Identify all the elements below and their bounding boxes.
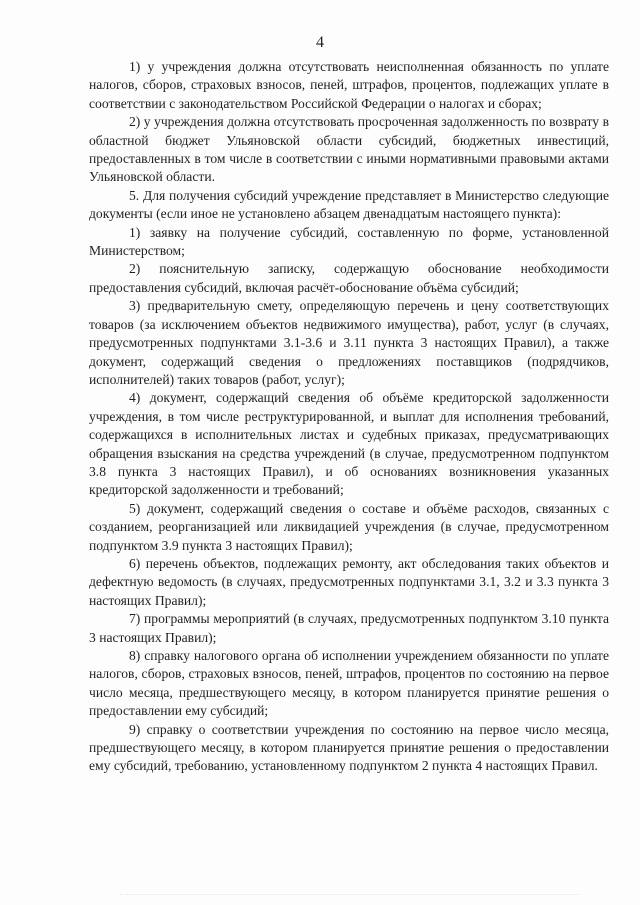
- paragraph-repair-objects: 6) перечень объектов, подлежащих ремонту, акт обследования таких объектов и дефектную ведомость (в случаях, предусмотренных подпунктами 3.1, 3.2 и 3.3 пункта 3 настоящих Правил);: [89, 555, 609, 608]
- paragraph-creditor-debt: 4) документ, содержащий сведения об объёме кредиторской задолженности учреждения, в том числе реструктурированной, и выплат для исполнения требований, содержащихся в исполнительных листах и судебных приказах, предусматривающих обращения взыскания на средства учреждений (в случае, предусмотренном подпунктом 3.8 пункта 3 настоящих Правил), и об основаниях возникновения указанных кредиторской задолженности и требований;: [89, 390, 609, 498]
- paragraph-compliance-certificate: 9) справку о соответствии учреждения по состоянию на первое число месяца, предшествующего месяцу, в котором планируется принятие решения о предоставлении ему субсидий, требованию, установленному подпунктом 2 пункта 4 настоящих Правил.: [89, 721, 609, 774]
- paragraph-tax-certificate: 8) справку налогового органа об исполнении учреждением обязанности по уплате налогов, сборов, страховых взносов, пеней, штрафов, процентов по состоянию на первое число месяца, предшествующего месяцу, в котором планируется принятие решения о предоставлении ему субсидий;: [89, 648, 609, 719]
- paragraph-documents-intro: 5. Для получения субсидий учреждение представляет в Министерство следующие документы (если иное не установлено абзацем двенадцатым настоящего пункта):: [89, 187, 609, 222]
- paragraph-no-tax-debt: 1) у учреждения должна отсутствовать неисполненная обязанность по уплате налогов, сборов, страховых взносов, пеней, штрафов, процентов, подлежащих уплате в соответствии с законодательством Российской Федерации о налогах и сборах;: [89, 59, 609, 111]
- paragraph-explanatory-note: 2) пояснительную записку, содержащую обоснование необходимости предоставления субсидий, включая расчёт-обоснование объёма субсидий;: [89, 261, 609, 295]
- page-number: 4: [316, 34, 324, 51]
- document-body: [89, 58, 609, 776]
- paragraph-reorganization-costs: 5) документ, содержащий сведения о составе и объёме расходов, связанных с созданием, реорганизацией или ликвидацией учреждения (в случае, предусмотренном подпунктом 3.9 пункта 3 настоящих Правил);: [89, 500, 609, 553]
- scan-artifact: [120, 894, 580, 897]
- paragraph-preliminary-estimate: 3) предварительную смету, определяющую перечень и цену соответствующих товаров (за исключением объектов недвижимого имущества), работ, услуг (в случаях, предусмотренных подпунктами 3.1-3.6 и 3.11 пункта 3 настоящих Правил), а также документ, содержащий сведения о предложениях поставщиков (подрядчиков, исполнителей) таких товаров (работ, услуг);: [89, 298, 609, 387]
- paragraph-no-overdue-debt: 2) у учреждения должна отсутствовать просроченная задолженность по возврату в областной бюджет Ульяновской области субсидий, бюджетных инвестиций, предоставленных в том числе в соответствии с иными нормативными правовыми актами Ульяновской области.: [89, 114, 609, 185]
- paragraph-event-programs: 7) программы мероприятий (в случаях, предусмотренных подпунктом 3.10 пункта 3 настоящих Правил);: [89, 611, 609, 645]
- paragraph-application: 1) заявку на получение субсидий, составленную по форме, установленной Министерством;: [89, 224, 609, 259]
